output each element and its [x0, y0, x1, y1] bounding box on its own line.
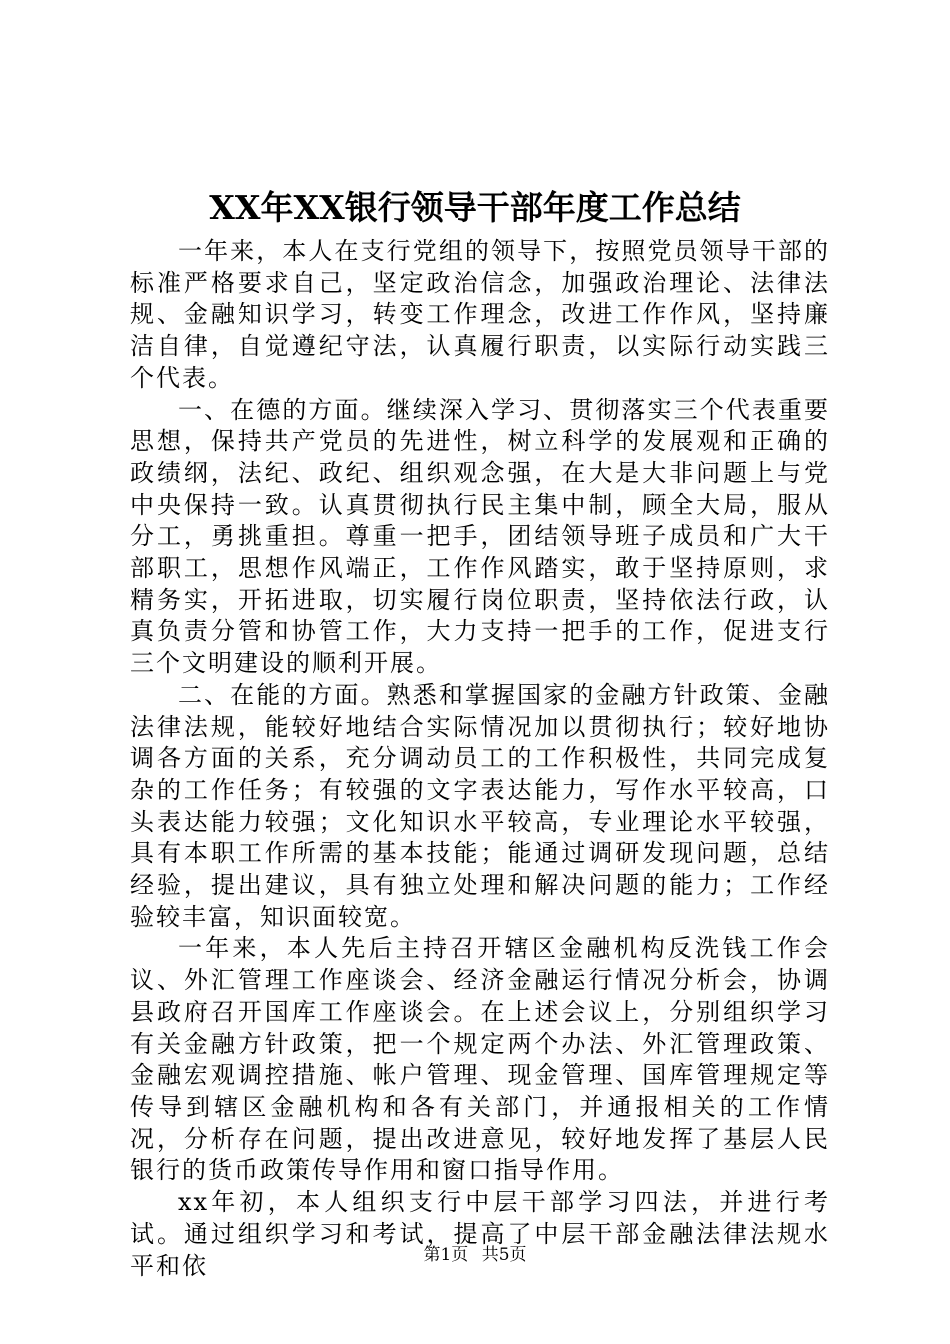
page-number: 第1页: [423, 1245, 469, 1265]
page-footer: [0, 1243, 950, 1267]
paragraph-morality: 一、在德的方面。继续深入学习、贯彻落实三个代表重要思想，保持共产党员的先进性，树立科学的发展观和正确的政绩纲，法纪、政纪、组织观念强，在大是大非问题上与党中央保持一致。认真贯彻执行民主集中制，顾全大局，服从分工，勇挑重担。尊重一把手，团结领导班子成员和广大干部职工，思想作风端正，工作作风踏实，敢于坚持原则，求精务实，开拓进取，切实履行岗位职责，坚持依法行政，认真负责分管和协管工作，大力支持一把手的工作，促进支行三个文明建设的顺利开展。: [130, 395, 830, 678]
paragraph-training: xx年初，本人组织支行中层干部学习四法，并进行考试。通过组织学习和考试，提高了中层干部金融法律法规水平和依: [130, 1188, 830, 1280]
document-title: XX年XX银行领导干部年度工作总结: [209, 188, 741, 227]
page-total: 共5页: [481, 1245, 527, 1265]
paragraph-intro: 一年来，本人在支行党组的领导下，按照党员领导干部的标准严格要求自己，坚定政治信念，加强政治理论、法律法规、金融知识学习，转变工作理念，改进工作作风，坚持廉洁自律，自觉遵纪守法，认真履行职责，以实际行动实践三个代表。: [130, 237, 830, 392]
paragraph-ability: 二、在能的方面。熟悉和掌握国家的金融方针政策、金融法律法规，能较好地结合实际情况加以贯彻执行；较好地协调各方面的关系，充分调动员工的工作积极性，共同完成复杂的工作任务；有较强的文字表达能力，写作水平较高，口头表达能力较强；文化知识水平较高，专业理论水平较强，具有本职工作所需的基本技能；能通过调研发现问题，总结经验，提出建议，具有独立处理和解决问题的能力；工作经验较丰富，知识面较宽。: [130, 680, 830, 931]
document-body: [130, 236, 830, 1282]
paragraph-meetings: 一年来，本人先后主持召开辖区金融机构反洗钱工作会议、外汇管理工作座谈会、经济金融运行情况分析会，协调县政府召开国库工作座谈会。在上述会议上，分别组织学习有关金融方针政策，把一个规定两个办法、外汇管理政策、金融宏观调控措施、帐户管理、现金管理、国库管理规定等传导到辖区金融机构和各有关部门，并通报相关的工作情况，分析存在问题，提出改进意见，较好地发挥了基层人民银行的货币政策传导作用和窗口指导作用。: [130, 934, 830, 1185]
